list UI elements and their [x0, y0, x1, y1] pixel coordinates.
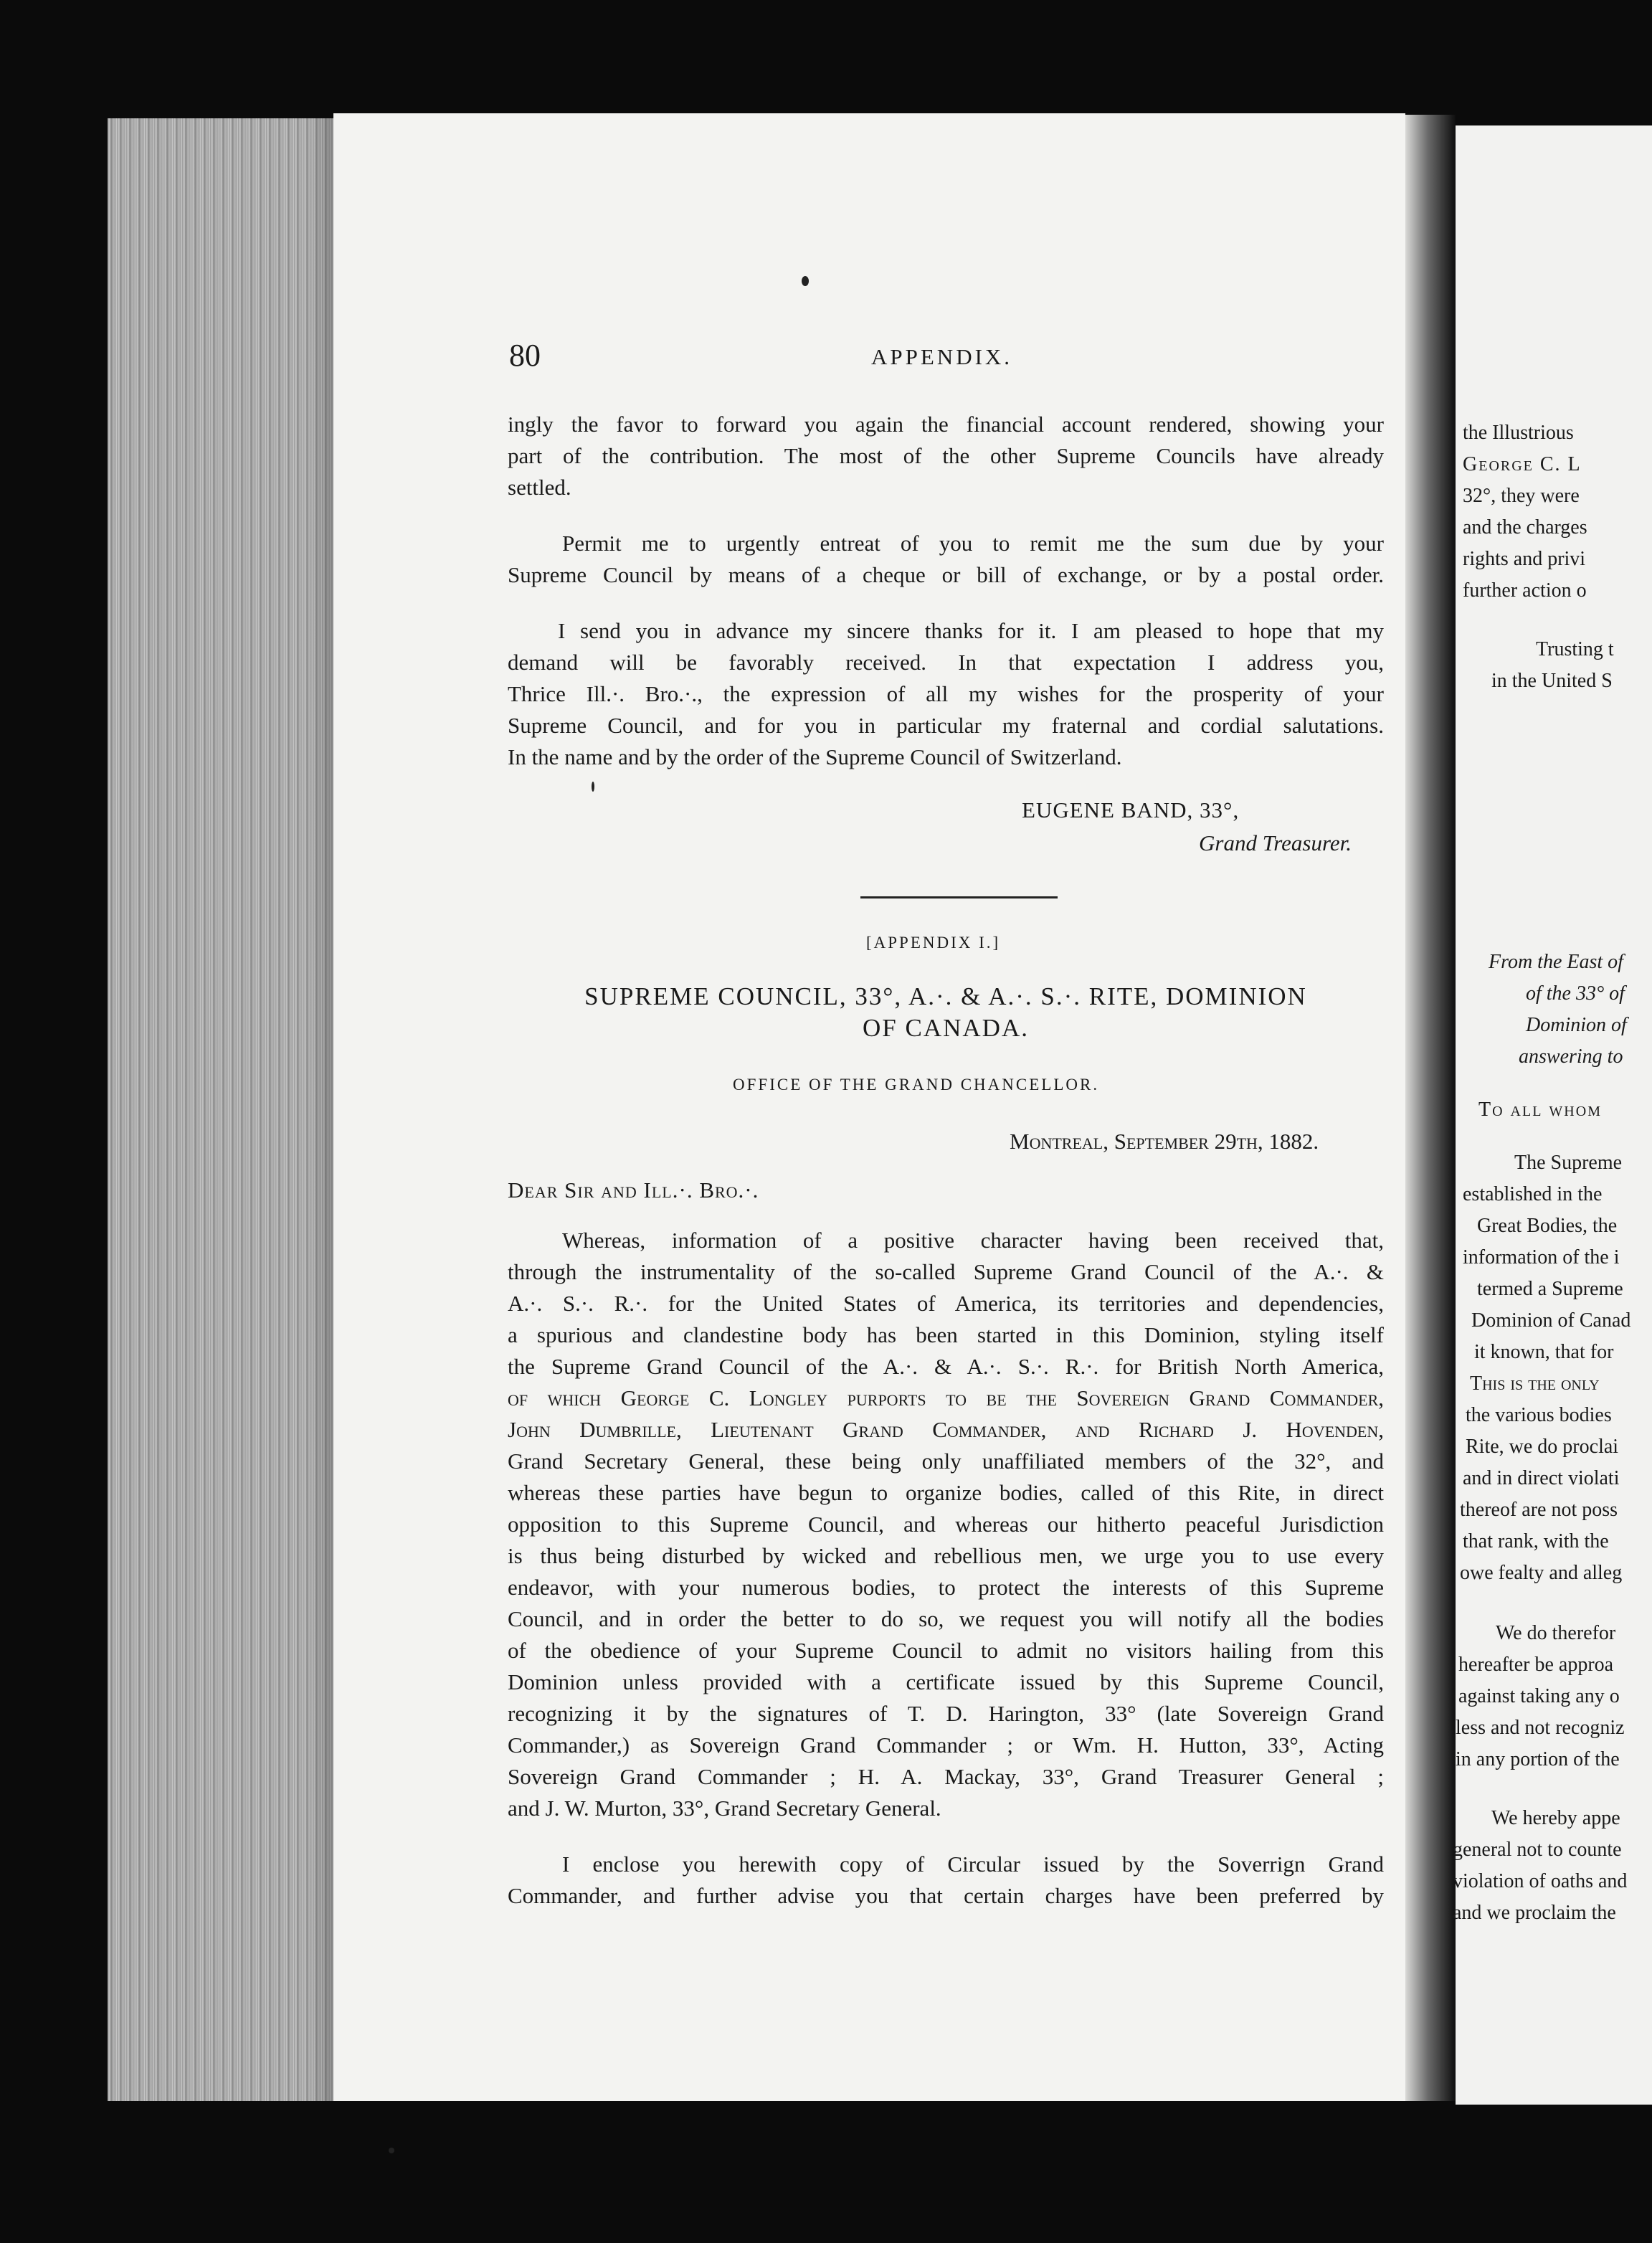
facing-text-line: of the 33° of — [1526, 982, 1625, 1005]
text-line: Supreme Council by means of a cheque or bill of exchange, or by a postal order. — [508, 562, 1384, 587]
signature-title: Grand Treasurer. — [1199, 830, 1352, 855]
appendix-title-line2: OF CANADA. — [863, 1014, 1029, 1042]
text-line: Grand Secretary General, these being only unaffiliated members of the 32°, and — [508, 1448, 1384, 1474]
text-line: demand will be favorably received. In that expectation I address you, — [508, 650, 1384, 675]
facing-text-line: Trusting t — [1536, 638, 1614, 660]
signature-name: EUGENE BAND, 33°, — [1022, 797, 1240, 822]
text-line: of the obedience of your Supreme Council to admit no visitors hailing from this — [508, 1638, 1384, 1663]
facing-text-line: general not to counte — [1453, 1839, 1622, 1861]
text-line: opposition to this Supreme Council, and whereas our hitherto peaceful Jurisdiction — [508, 1512, 1384, 1537]
text-line: Supreme Council, and for you in particular my fraternal and cordial salutations. — [508, 713, 1384, 738]
text-line: Commander, and further advise you that certain charges have been preferred by — [508, 1883, 1384, 1908]
section-divider — [860, 896, 1058, 898]
facing-text-line: The Supreme — [1514, 1152, 1623, 1174]
text-line: the Supreme Grand Council of the A.·. & A.·. S.·. R.·. for British North America, — [508, 1354, 1384, 1379]
facing-text-line: the Illustrious — [1463, 422, 1574, 444]
ink-speck — [389, 2148, 394, 2153]
salutation: Dear Sir and Ill.·. Bro.·. — [508, 1177, 759, 1203]
facing-text-line: rights and privi — [1463, 548, 1586, 570]
facing-text-line: it known, that for — [1474, 1341, 1614, 1363]
facing-text-line: We hereby appe — [1491, 1807, 1620, 1829]
ink-speck — [592, 782, 594, 792]
text-line: of which George C. Longley purports to be the Sovereign Grand Commander, — [508, 1385, 1384, 1410]
text-line: whereas these parties have begun to organize bodies, called of this Rite, in direct — [508, 1480, 1384, 1505]
page-number: 80 — [509, 338, 541, 373]
text-line: settled. — [508, 475, 571, 500]
facing-text-line: 32°, they were — [1463, 485, 1580, 507]
facing-text-line: termed a Supreme — [1477, 1278, 1623, 1300]
text-line: Whereas, information of a positive character having been received that, — [562, 1228, 1384, 1253]
text-line: I enclose you herewith copy of Circular issued by the Soverrign Grand — [562, 1851, 1384, 1877]
text-line: Thrice Ill.·. Bro.·., the expression of all my wishes for the prosperity of your — [508, 681, 1384, 706]
running-head: APPENDIX. — [871, 344, 1013, 369]
facing-text-line: owe fealty and alleg — [1460, 1562, 1623, 1584]
facing-text-line: information of the i — [1463, 1246, 1620, 1268]
facing-text-line: Rite, we do proclai — [1466, 1436, 1619, 1458]
facing-text-line: thereof are not poss — [1460, 1499, 1618, 1521]
text-line: ingly the favor to forward you again the financial account rendered, showing your — [508, 412, 1384, 437]
place-date: Montreal, September 29th, 1882. — [1010, 1129, 1319, 1154]
text-line: Sovereign Grand Commander ; H. A. Mackay, 33°, Grand Treasurer General ; — [508, 1764, 1384, 1789]
facing-text-line: To all whom — [1478, 1099, 1602, 1121]
facing-text-line: the various bodies — [1466, 1404, 1612, 1426]
facing-text-line: Dominion of Canad — [1471, 1309, 1631, 1332]
facing-text-line: less and not recogniz — [1456, 1717, 1625, 1739]
facing-text-line: against taking any o — [1458, 1685, 1620, 1707]
text-line: and J. W. Murton, 33°, Grand Secretary General. — [508, 1796, 941, 1821]
facing-text-line: and in direct violati — [1463, 1467, 1620, 1489]
facing-text-line: From the East of — [1489, 951, 1623, 973]
text-line: a spurious and clandestine body has been started in this Dominion, styling itself — [508, 1322, 1384, 1347]
book-gutter — [1405, 115, 1456, 2101]
text-line: Commander,) as Sovereign Grand Commander ; or Wm. H. Hutton, 33°, Acting — [508, 1732, 1384, 1758]
facing-text-line: We do therefor — [1496, 1622, 1616, 1644]
facing-text-line: and we proclaim the — [1453, 1902, 1616, 1924]
facing-text-line: George C. L — [1463, 453, 1582, 475]
text-line: Permit me to urgently entreat of you to remit me the sum due by your — [562, 531, 1384, 556]
office-heading: OFFICE OF THE GRAND CHANCELLOR. — [733, 1076, 1100, 1094]
text-line: In the name and by the order of the Supreme Council of Switzerland. — [508, 744, 1122, 769]
facing-text-line: violation of oaths and — [1453, 1870, 1628, 1892]
book-page-edges — [108, 118, 337, 2101]
text-line: John Dumbrille, Lieutenant Grand Commander, and Richard J. Hovenden, — [508, 1417, 1384, 1442]
facing-text-line: answering to — [1519, 1045, 1623, 1068]
text-line: is thus being disturbed by wicked and rebellious men, we urge you to use every — [508, 1543, 1384, 1568]
appendix-title-line1: SUPREME COUNCIL, 33°, A.·. & A.·. S.·. RITE, DOMINION — [584, 982, 1307, 1010]
text-line: part of the contribution. The most of the other Supreme Councils have already — [508, 443, 1384, 468]
facing-text-line: and the charges — [1463, 516, 1587, 539]
facing-text-line: in the United S — [1491, 670, 1613, 692]
facing-text-line: in any portion of the — [1456, 1748, 1620, 1770]
text-line: I send you in advance my sincere thanks for it. I am pleased to hope that my — [558, 618, 1384, 643]
facing-text-line: hereafter be approa — [1458, 1654, 1614, 1676]
facing-text-line: established in the — [1463, 1183, 1603, 1205]
text-line: endeavor, with your numerous bodies, to protect the interests of this Supreme — [508, 1575, 1384, 1600]
facing-text-line: that rank, with the — [1463, 1530, 1609, 1552]
ink-speck — [802, 276, 809, 286]
text-line: A.·. S.·. R.·. for the United States of America, its territories and dependencies, — [508, 1291, 1384, 1316]
text-line: Dominion unless provided with a certificate issued by this Supreme Council, — [508, 1669, 1384, 1694]
text-line: recognizing it by the signatures of T. D. Harington, 33° (late Sovereign Grand — [508, 1701, 1384, 1726]
facing-text-line: This is the only — [1470, 1372, 1600, 1395]
text-line: through the instrumentality of the so-called Supreme Grand Council of the A.·. & — [508, 1259, 1384, 1284]
facing-text-line: Dominion of — [1526, 1014, 1627, 1036]
text-line: Council, and in order the better to do so, we request you will notify all the bodies — [508, 1606, 1384, 1631]
facing-text-line: Great Bodies, the — [1477, 1215, 1618, 1237]
facing-text-line: further action o — [1463, 579, 1587, 602]
appendix-label: [APPENDIX I.] — [866, 934, 1001, 952]
